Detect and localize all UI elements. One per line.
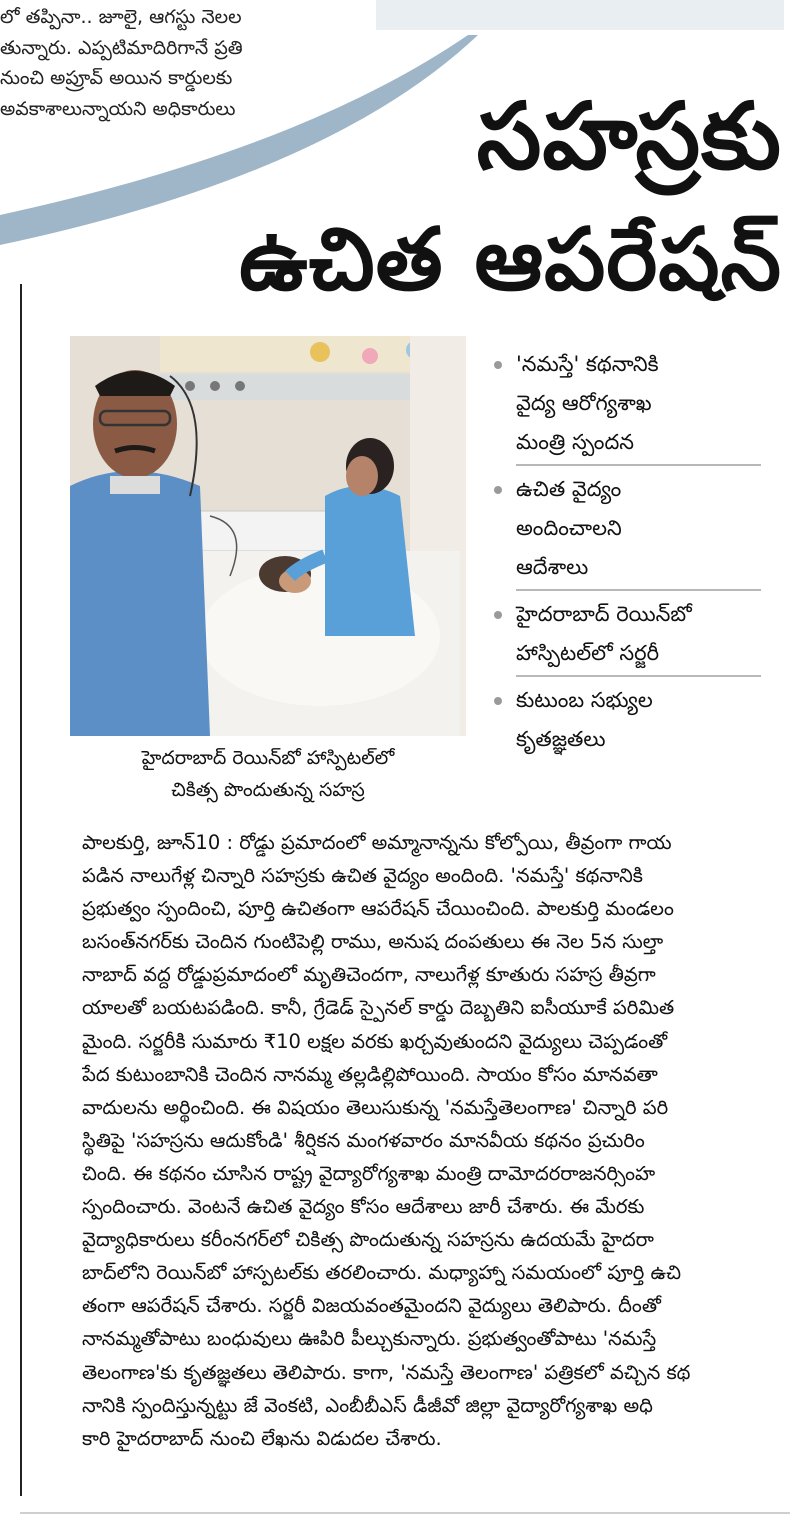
highlight-item [488,470,788,591]
highlight-item [488,681,788,759]
article-body [82,826,782,1455]
body-line: వాదులను అర్థించింది. ఈ విషయం తెలుసుకున్న 'నమస్తేతెలంగాణ' చిన్నారి పరి [82,1095,669,1119]
headline-line-2: ఉచిత ఆపరేషన్ [239,210,782,310]
body-line: తెలంగాణ'కు కృతజ్ఞతలు తెలిపారు. కాగా, 'నమస్తే తెలంగాణ' పత్రికలో వచ్చిన కథ [82,1360,691,1384]
hospital-scene-illustration [70,336,466,736]
highlight-line: ఉచిత వైద్యం [516,477,622,501]
highlight-item [488,595,788,677]
body-line: కారి హైదరాబాద్ నుంచి లేఖను విడుదల చేశారు. [82,1426,442,1450]
body-line: స్థితిపై 'సహస్రను ఆదుకోండి' శీర్షికన మంగళవారం మానవీయ కథనం ప్రచురిం [82,1128,645,1152]
highlight-line: కుటుంబ సభ్యుల [516,688,653,712]
previous-article-line: అవకాశాలున్నాయని అధికారులు [0,97,236,120]
highlight-line: మంత్రి స్పందన [516,430,635,454]
body-line: నానమ్మతోపాటు బంధువులు ఊపిరి పీల్చుకున్నారు. ప్రభుత్వంతోపాటు 'నమస్తే [82,1327,657,1351]
highlight-line: అందించాలని [516,516,622,540]
body-line: చింది. ఈ కథనం చూసిన రాష్ట్ర వైద్యారోగ్యశాఖ మంత్రి దామోదరరాజనర్సింహ [82,1161,656,1185]
photo-caption-line: చికిత్స పొందుతున్న సహస్ర [171,779,365,801]
highlight-line: హాస్పిటల్‌లో సర్జరీ [516,641,660,665]
previous-article-line: నుంచి అప్రూవ్ అయిన కార్డులకు [0,67,233,89]
article-photo [70,336,466,736]
highlight-line: 'నమస్తే' కథనానికి [516,352,659,376]
headline-line-1: సహస్రకు [476,83,782,190]
body-line: నాబాద్ వద్ద రోడ్డుప్రమాదంలో మృతిచెందగా, నాలుగేళ్ల కూతురు సహస్ర తీవ్రగా [82,963,656,987]
highlight-separator [516,675,761,677]
highlight-line: హైదరాబాద్ రెయిన్‌బో [516,602,692,626]
body-line: మైంది. సర్జరీకి సుమారు ₹10 లక్షల వరకు ఖర్చవుతుందని వైద్యులు చెప్పడంతో [82,1029,668,1053]
highlight-separator [516,464,761,466]
highlights-list [488,345,788,763]
body-line: పాలకుర్తి, జూన్10 : రోడ్డు ప్రమాదంలో అమ్మానాన్నను కోల్పోయి, తీవ్రంగా గాయ [82,831,672,854]
body-line: పడిన నాలుగేళ్ల చిన్నారి సహస్రకు ఉచిత వైద్యం అందింది. 'నమస్తే' కథనానికి [82,864,643,888]
highlight-item [488,345,788,466]
body-line: యాలతో బయటపడింది. కానీ, గ్రేడెడ్ స్పైనల్ కార్డు దెబ్బతిని ఐసీయూకే పరిమిత [82,996,675,1020]
highlight-line: కృతజ్ఞతలు [516,727,606,751]
highlight-line: వైద్య ఆరోగ్యశాఖ [516,391,652,415]
body-line: బసంత్‌నగర్‌కు చెందిన గుంటిపెల్లి రాము, అనుష దంపతులు ఈ నెల 5న సుల్తా [82,930,664,954]
previous-article-line: లో తప్పినా.. జూలై, ఆగస్టు నెలల [0,6,242,28]
highlight-separator [516,589,761,591]
body-line: పేద కుటుంబానికి చెందిన నానమ్మ తల్లడిల్లిపోయింది. సాయం కోసం మానవతా [82,1062,658,1086]
body-line: ప్రభుత్వం స్పందించి, పూర్తి ఉచితంగా ఆపరేషన్ చేయించింది. పాలకుర్తి మండలం [82,897,674,921]
bottom-rule [20,1512,790,1514]
column-divider [20,284,22,1496]
previous-article-line: తున్నారు. ఎప్పటిమాదిరిగానే ప్రతి [0,36,243,59]
previous-article-text [0,2,340,124]
body-line: నానికి స్పందిస్తున్నట్టు జే వెంకటి, ఎంబీబీఎస్ డీజీవో జిల్లా వైద్యారోగ్యశాఖ అధి [82,1393,653,1417]
body-line: తంగా ఆపరేషన్ చేశారు. సర్జరీ విజయవంతమైందని వైద్యులు తెలిపారు. దీంతో [82,1294,661,1318]
body-line: వైద్యాధికారులు కరీంనగర్‌లో చికిత్స పొందుతున్న సహస్రను ఉదయమే హైదరా [82,1228,654,1252]
body-line: స్పందించారు. వెంటనే ఉచిత వైద్యం కోసం ఆదేశాలు జారీ చేశారు. ఈ మేరకు [82,1195,645,1219]
photo-caption-line: హైదరాబాద్ రెయిన్‌బో హాస్పిటల్‌లో [141,747,395,769]
body-line: బాద్‌లోని రెయిన్‌బో హాస్పటల్‌కు తరలించారు. మధ్యాహ్నా సమయంలో పూర్తి ఉచి [82,1261,682,1285]
photo-caption [70,742,466,806]
highlight-line: ఆదేశాలు [516,555,589,579]
